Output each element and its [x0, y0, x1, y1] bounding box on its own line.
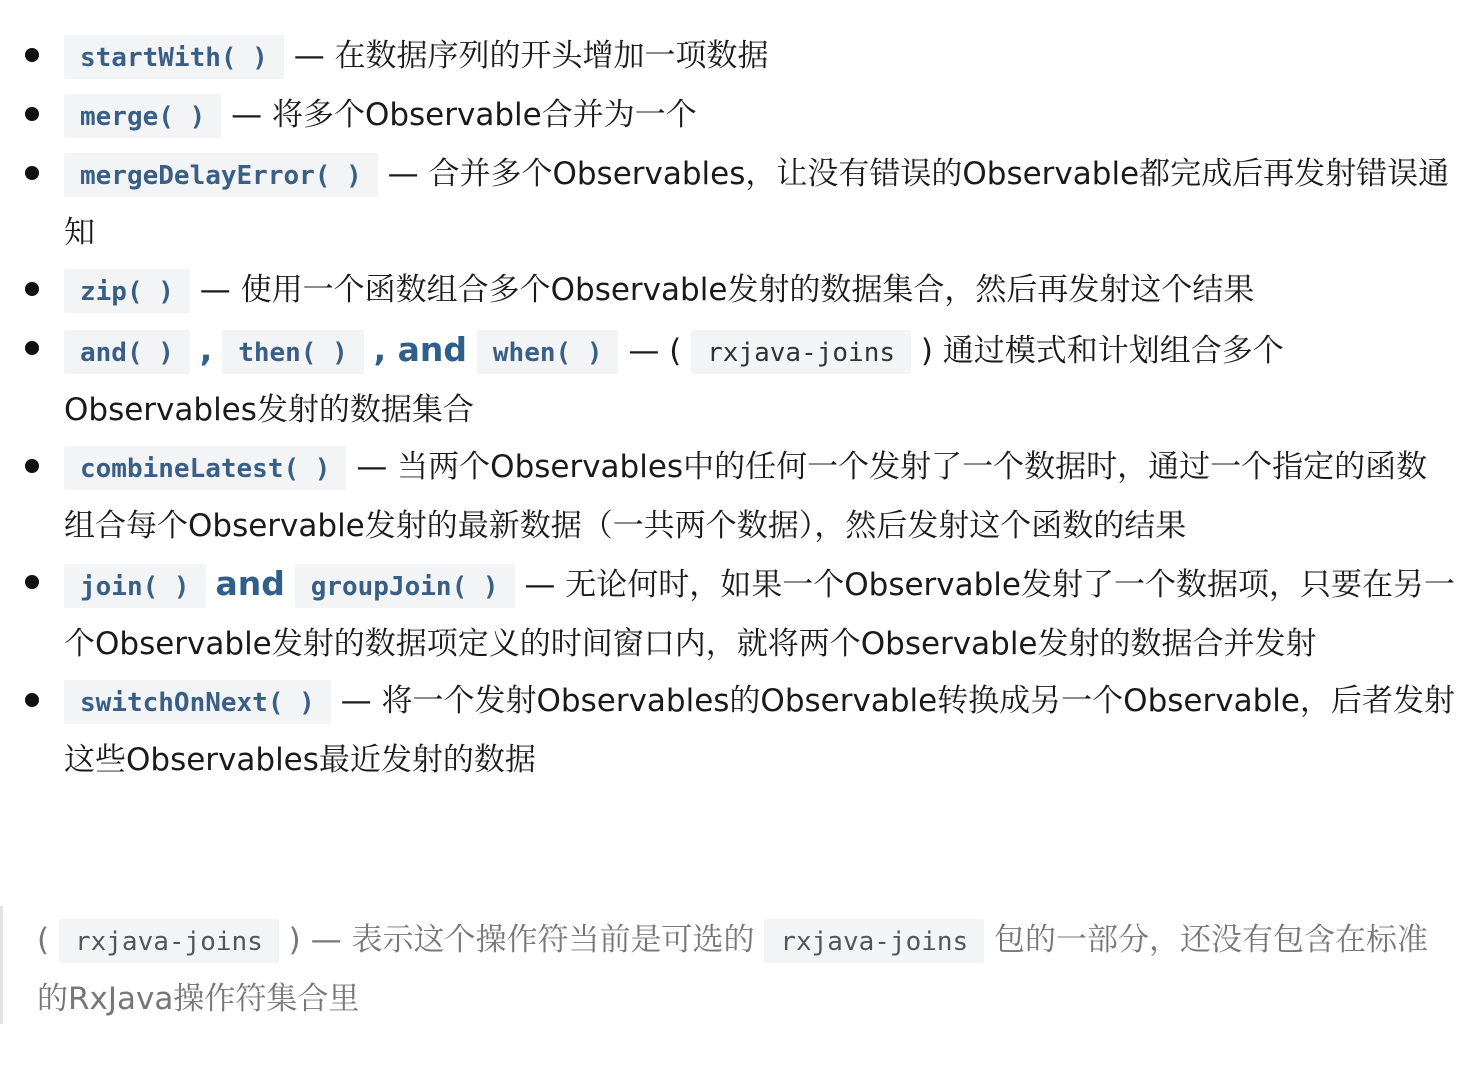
bullet-icon [25, 166, 39, 180]
operator-list [0, 28, 1474, 789]
bullet-icon [25, 575, 39, 589]
list-item [0, 146, 1474, 262]
dash-text: — ( [628, 333, 682, 369]
item-description: — 将多个Observable合并为一个 [231, 97, 697, 133]
list-item [0, 262, 1474, 321]
list-item [0, 673, 1474, 789]
item-description: — 当两个Observables中的任何一个发射了一个数据时，通过一个指定的函数组合每个Observable发射的最新数据（一共两个数据），然后发射这个函数的结果 [64, 449, 1428, 544]
note-text: ) — 表示这个操作符当前是可选的 [288, 922, 755, 958]
operator-code: startWith( ) [64, 35, 284, 79]
operator-code: zip( ) [64, 269, 190, 313]
operator-code: combineLatest( ) [64, 446, 346, 490]
note-open-paren: ( [37, 922, 50, 958]
item-description: — 将一个发射Observables的Observable转换成另一个Observable，后者发射这些Observables最近发射的数据 [64, 683, 1455, 778]
operator-code: merge( ) [64, 94, 221, 138]
bullet-icon [25, 107, 39, 121]
bullet-icon [25, 341, 39, 355]
list-item [0, 28, 1474, 87]
item-description: — 在数据序列的开头增加一项数据 [293, 38, 769, 74]
separator-text: , [199, 330, 213, 369]
item-description: — 无论何时，如果一个Observable发射了一个数据项，只要在另一个Observable发射的数据项定义的时间窗口内，就将两个Observable发射的数据合并发射 [64, 567, 1455, 662]
operator-code: switchOnNext( ) [64, 680, 331, 724]
operator-code: when( ) [477, 330, 619, 374]
footnote-blockquote [0, 906, 1474, 1024]
operator-code: groupJoin( ) [295, 564, 515, 608]
bullet-icon [25, 459, 39, 473]
operator-code: join( ) [64, 564, 206, 608]
operator-code: and( ) [64, 330, 190, 374]
bullet-icon [25, 693, 39, 707]
list-item [0, 439, 1474, 555]
bullet-icon [25, 48, 39, 62]
package-code: rxjava-joins [764, 919, 984, 963]
package-code: rxjava-joins [691, 330, 911, 374]
bullet-icon [25, 282, 39, 296]
item-description: — 使用一个函数组合多个Observable发射的数据集合，然后再发射这个结果 [199, 272, 1255, 308]
list-item [0, 555, 1474, 673]
note-text: 包的一部分，还没有包含在标准的RxJava操作符集合里 [37, 922, 1429, 1017]
list-item [0, 87, 1474, 146]
list-item [0, 321, 1474, 439]
item-description: — 合并多个Observables，让没有错误的Observable都完成后再发射错误通知 [64, 156, 1450, 251]
operator-code: then( ) [222, 330, 364, 374]
operator-code: mergeDelayError( ) [64, 153, 378, 197]
conjunction-text: and [215, 564, 285, 603]
package-code: rxjava-joins [59, 919, 279, 963]
separator-text: , and [373, 330, 468, 369]
item-description: ) 通过模式和计划组合多个Observables发射的数据集合 [64, 333, 1284, 428]
